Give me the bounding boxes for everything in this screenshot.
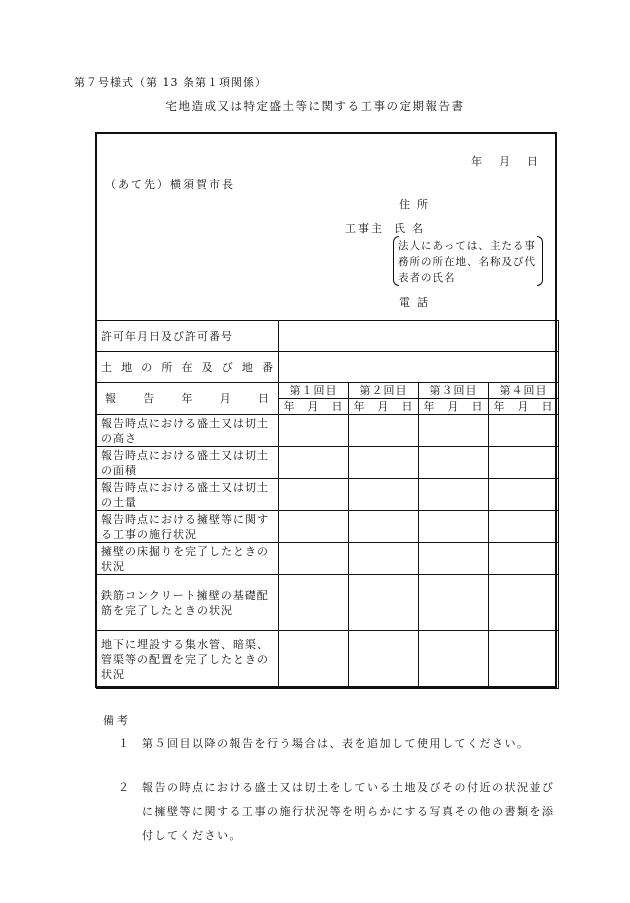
form-number: 第７号様式（第 13 条第１項関係） — [74, 76, 267, 89]
cell[interactable] — [489, 447, 559, 479]
table-row — [97, 415, 559, 447]
cell[interactable] — [489, 479, 559, 511]
cell[interactable] — [419, 447, 489, 479]
cell[interactable] — [279, 575, 349, 631]
remark-text: 第５回目以降の報告を行う場合は、表を追加して使用してください。 — [142, 737, 530, 750]
table-row — [97, 383, 559, 399]
cell[interactable] — [349, 631, 419, 689]
cell[interactable] — [279, 415, 349, 447]
round-4-date[interactable]: 年 月 日 — [489, 399, 559, 415]
cell[interactable] — [489, 511, 559, 543]
cell[interactable] — [349, 447, 419, 479]
cell[interactable] — [279, 479, 349, 511]
report-form — [95, 132, 557, 688]
report-date-label: 報 告 年 月 日 — [97, 383, 279, 415]
table-row — [97, 575, 559, 631]
cell[interactable] — [349, 543, 419, 575]
cell[interactable] — [489, 415, 559, 447]
volume-label: 報告時点における盛土又は切土の土量 — [97, 479, 279, 511]
corporation-note — [393, 236, 543, 286]
cell[interactable] — [279, 631, 349, 689]
cell[interactable] — [419, 415, 489, 447]
document-title: 宅地造成又は特定盛土等に関する工事の定期報告書 — [165, 99, 465, 113]
round-3: 第３回目 — [419, 383, 489, 399]
cell[interactable] — [489, 631, 559, 689]
permit-label: 許可年月日及び許可番号 — [97, 321, 279, 352]
cell[interactable] — [419, 575, 489, 631]
permit-field[interactable] — [279, 321, 559, 352]
cell[interactable] — [279, 543, 349, 575]
round-4: 第４回目 — [489, 383, 559, 399]
round-2: 第２回目 — [349, 383, 419, 399]
address-label: 住所 — [399, 198, 435, 211]
remark-item — [118, 776, 558, 848]
corporation-note-text: 法人にあっては、主たる事務所の所在地、名称及び代表者の氏名 — [398, 240, 536, 284]
cell[interactable] — [349, 511, 419, 543]
cell[interactable] — [419, 511, 489, 543]
cell[interactable] — [419, 479, 489, 511]
round-2-date[interactable]: 年 月 日 — [349, 399, 419, 415]
table-row — [97, 543, 559, 575]
addressee: （あて先）横須賀市長 — [105, 178, 235, 191]
remark-text: 報告の時点における盛土又は切土をしている土地及びその付近の状況並びに擁壁等に関する工事の施行状況等を明らかにする写真その他の書類を添付してください。 — [142, 781, 555, 842]
cell[interactable] — [349, 479, 419, 511]
table-row — [97, 321, 559, 352]
cell[interactable] — [419, 543, 489, 575]
cell[interactable] — [489, 543, 559, 575]
round-1-date[interactable]: 年 月 日 — [279, 399, 349, 415]
cell[interactable] — [279, 447, 349, 479]
remark-number: １ — [118, 737, 131, 750]
applicant-block — [345, 220, 430, 236]
wall-status-label: 報告時点における擁壁等に関する工事の施行状況 — [97, 511, 279, 543]
table-row — [97, 631, 559, 689]
cell[interactable] — [419, 631, 489, 689]
cell[interactable] — [489, 575, 559, 631]
round-1: 第１回目 — [279, 383, 349, 399]
area-label: 報告時点における盛土又は切土の面積 — [97, 447, 279, 479]
submission-date[interactable]: 年 月 日 — [471, 155, 541, 168]
foundation-label: 擁壁の床掘りを完了したときの状況 — [97, 543, 279, 575]
round-3-date[interactable]: 年 月 日 — [419, 399, 489, 415]
remark-item — [118, 732, 558, 756]
cell[interactable] — [279, 511, 349, 543]
remarks-heading: 備考 — [103, 714, 131, 727]
height-label: 報告時点における盛土又は切土の高さ — [97, 415, 279, 447]
table-row — [97, 511, 559, 543]
rebar-label: 鉄筋コンクリート擁壁の基礎配筋を完了したときの状況 — [97, 575, 279, 631]
table-row — [97, 447, 559, 479]
drainage-label: 地下に埋設する集水管、暗渠、管渠等の配置を完了したときの状況 — [97, 631, 279, 689]
name-label: 氏名 — [394, 222, 430, 235]
remark-number: ２ — [118, 781, 131, 794]
phone-label: 電話 — [399, 296, 435, 309]
report-table — [96, 320, 559, 689]
location-label: 土 地 の 所 在 及 び 地 番 — [97, 352, 279, 383]
location-field[interactable] — [279, 352, 559, 383]
applicant-label: 工事主 — [345, 222, 384, 235]
table-row — [97, 479, 559, 511]
cell[interactable] — [349, 415, 419, 447]
table-row — [97, 352, 559, 383]
cell[interactable] — [349, 575, 419, 631]
